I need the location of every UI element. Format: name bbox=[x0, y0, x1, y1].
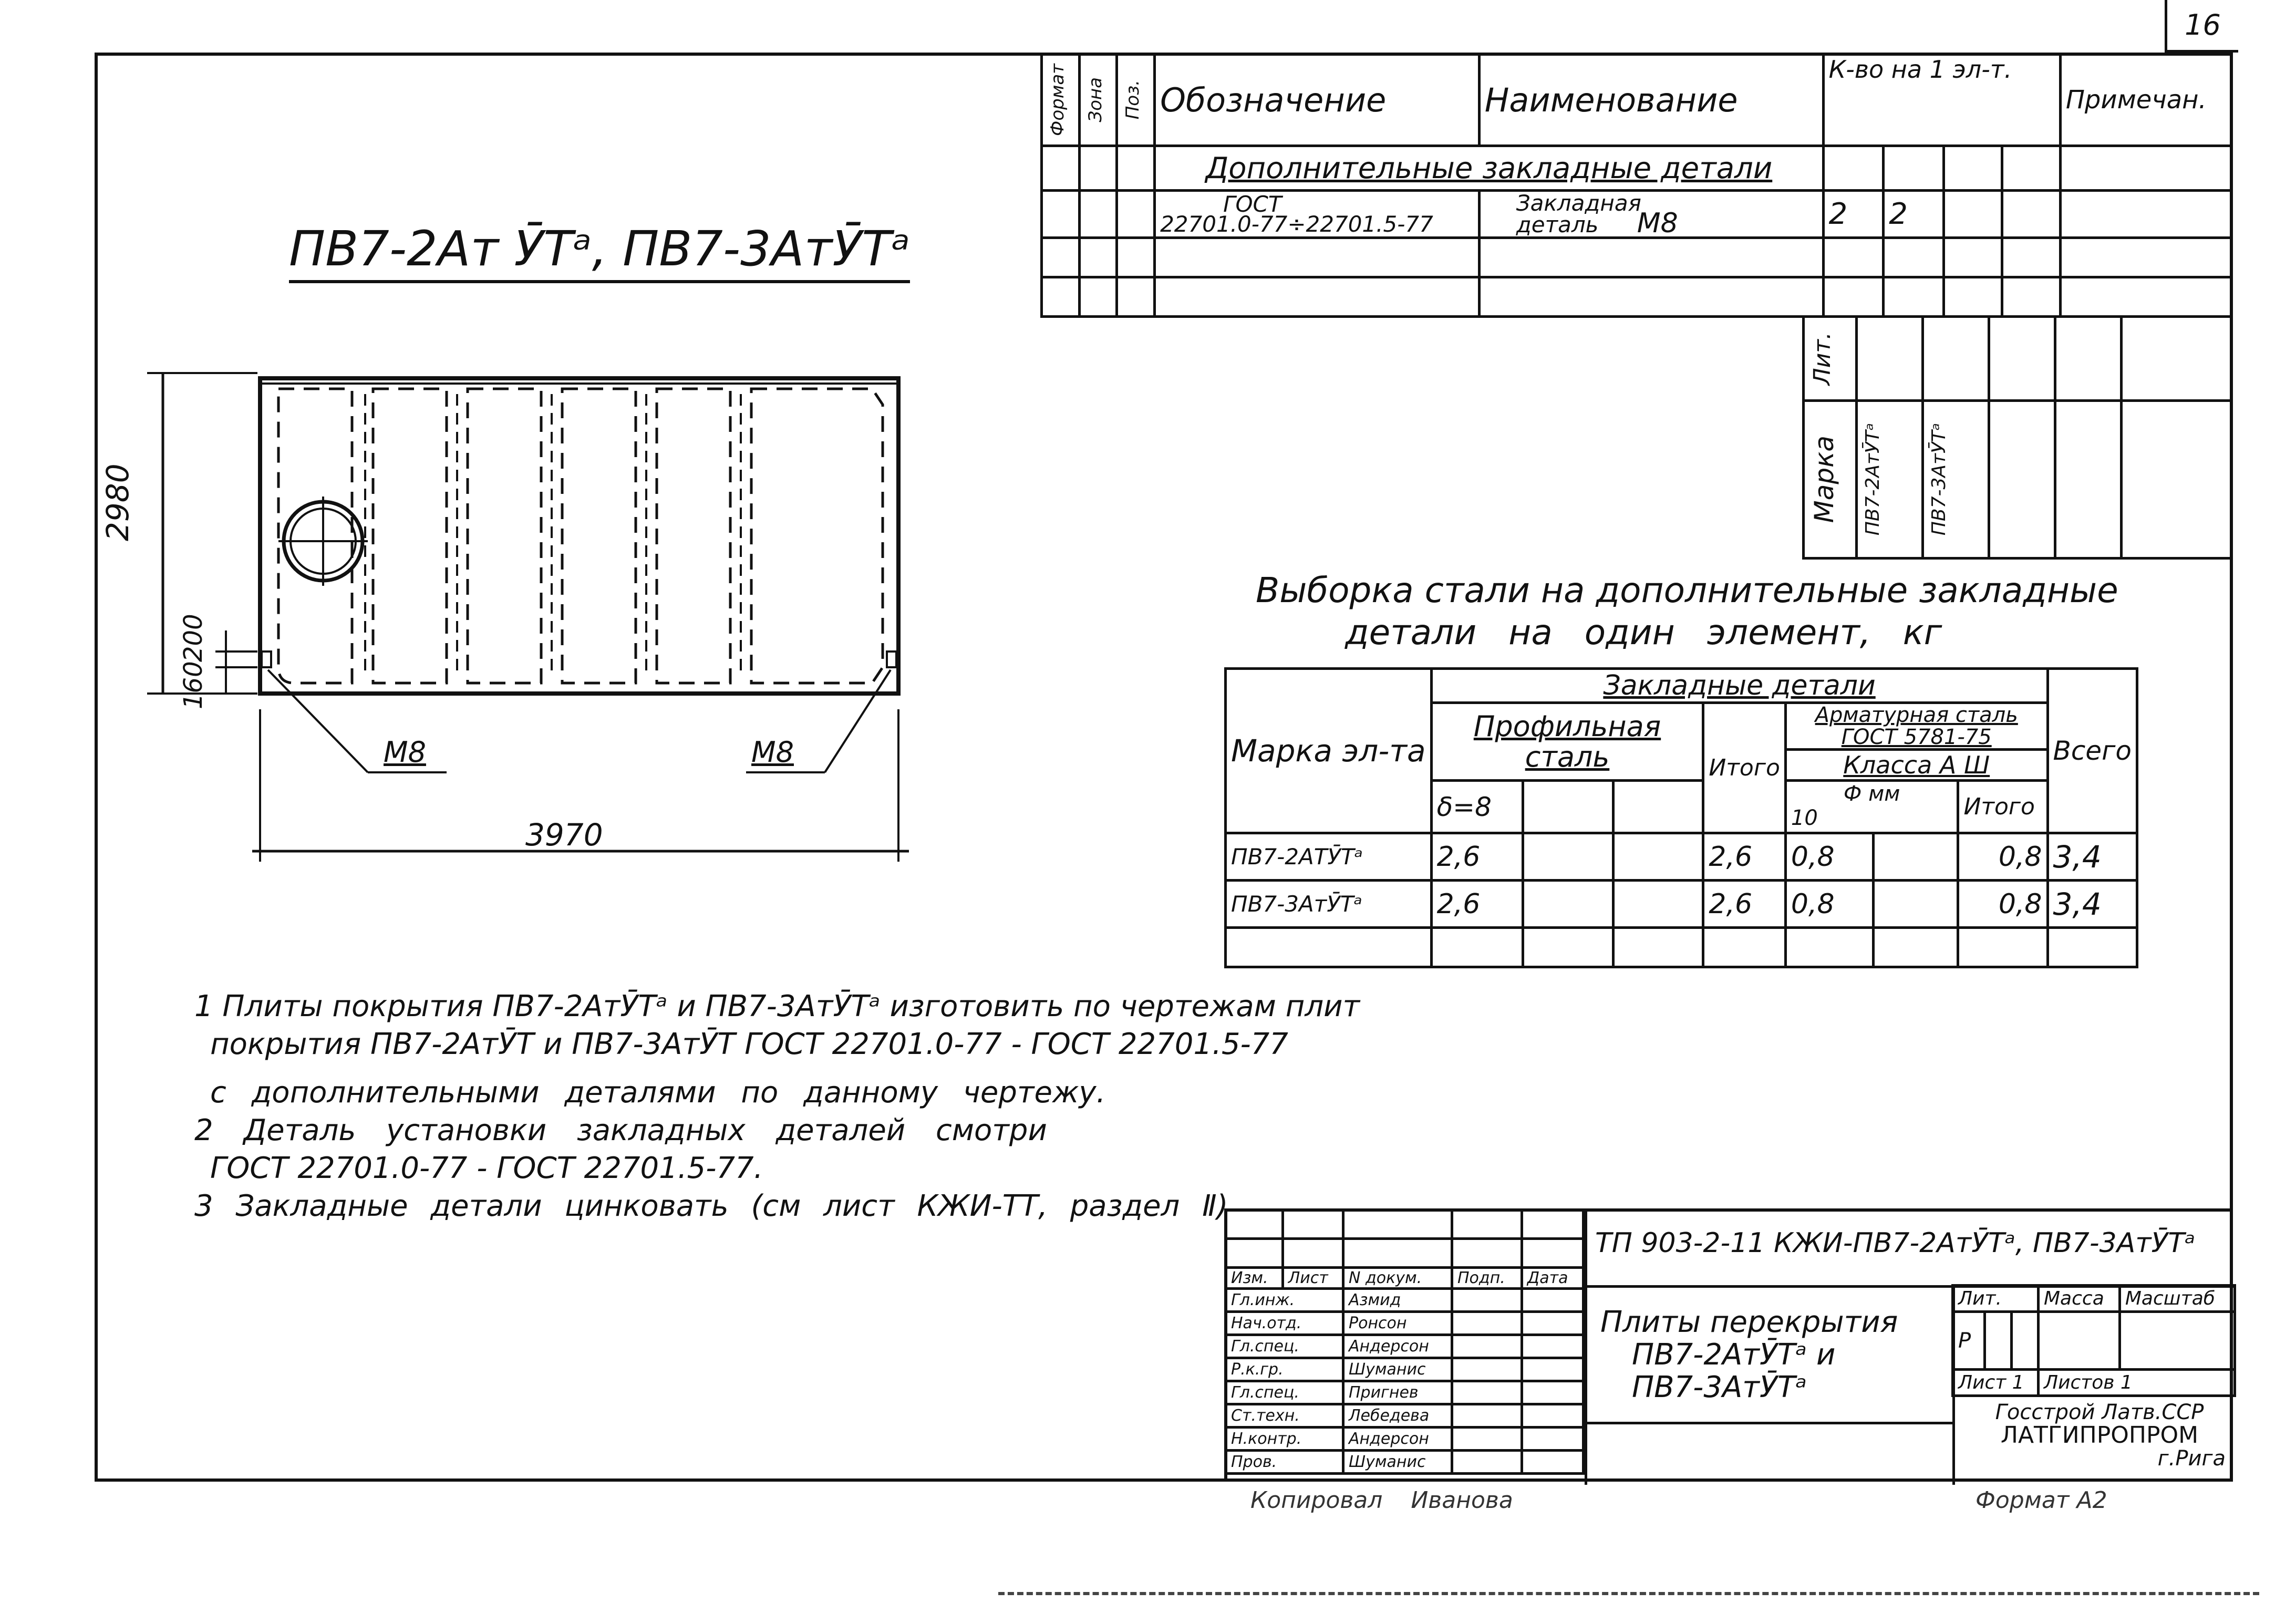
steel-row-marka: ПВ7-3АтӮТᵃ bbox=[1226, 881, 1432, 928]
callout-m8-left: М8 bbox=[384, 736, 426, 769]
steel-h-embedded: Закладные детали bbox=[1431, 669, 2047, 703]
steel-row-vsego: 3,4 bbox=[2047, 833, 2137, 881]
col-designation: Обозначение bbox=[1155, 54, 1480, 146]
steel-caption-line1: Выборка стали на дополнительные закладные bbox=[1256, 570, 2118, 611]
tb-sheet: Лист 1 bbox=[1953, 1370, 2039, 1396]
tb-person: Ронсон bbox=[1343, 1312, 1452, 1335]
steel-row-itogo2: 0,8 bbox=[1958, 881, 2047, 928]
tb-col-sign: Подп. bbox=[1452, 1268, 1522, 1289]
steel-row-d10: 0,8 bbox=[1785, 881, 1873, 928]
spec-qty-2: 2 bbox=[1884, 191, 1944, 238]
col-format: Формат bbox=[1047, 64, 1068, 136]
tb-name: Плиты перекрытия ПВ7-2АтӮТᵃ и ПВ7-3АтӮТᵃ bbox=[1600, 1305, 1898, 1404]
title-signatures-table bbox=[1224, 1208, 1585, 1475]
spec-row-name: Закладная деталь М8 bbox=[1479, 191, 1823, 238]
spec-qty-1: 2 bbox=[1823, 191, 1884, 238]
note-line: ГОСТ 22701.0-77 - ГОСТ 22701.5-77. bbox=[210, 1151, 763, 1185]
tb-role: Нач.отд. bbox=[1226, 1312, 1343, 1335]
steel-row-marka: ПВ7-2АТӮТᵃ bbox=[1226, 833, 1432, 881]
tb-person: Азмид bbox=[1343, 1289, 1452, 1312]
tb-lit-value: Р bbox=[1953, 1312, 1985, 1370]
steel-h-d10: 10 bbox=[1791, 806, 1818, 830]
marka-2: ПВ7-3АтӮТᵃ bbox=[1928, 423, 1950, 536]
steel-row-delta: 2,6 bbox=[1431, 881, 1523, 928]
marka-table bbox=[1802, 315, 2233, 560]
steel-row bbox=[1226, 881, 2137, 928]
steel-row-vsego: 3,4 bbox=[2047, 881, 2137, 928]
tb-sheets: Листов 1 bbox=[2039, 1370, 2235, 1396]
tb-col-list: Лист bbox=[1283, 1268, 1343, 1289]
tb-person: Шуманис bbox=[1343, 1451, 1452, 1474]
tb-person: Андерсон bbox=[1343, 1335, 1452, 1358]
note-line: 3 Закладные детали цинковать (см лист КЖИ-ТТ, раздел Ⅱ) bbox=[194, 1189, 1228, 1223]
steel-h-rebar: Арматурная сталь ГОСТ 5781-75 bbox=[1785, 703, 2047, 750]
tb-person: Шуманис bbox=[1343, 1358, 1452, 1381]
tb-role: Гл.спец. bbox=[1226, 1381, 1343, 1404]
steel-row-itogo2: 0,8 bbox=[1958, 833, 2047, 881]
steel-h-marka: Марка эл-та bbox=[1226, 669, 1432, 833]
dim-height: 2980 bbox=[100, 463, 136, 541]
steel-h-vsego: Всего bbox=[2047, 669, 2137, 833]
spec-section: Дополнительные закладные детали bbox=[1155, 146, 1824, 191]
kopiroval: Копировал Иванова bbox=[1250, 1487, 1513, 1514]
dim-small-b: 200 bbox=[179, 614, 208, 662]
plate-plan-drawing bbox=[121, 347, 961, 888]
sheet-number: 16 bbox=[2165, 0, 2238, 53]
col-pos: Поз. bbox=[1122, 80, 1144, 120]
steel-row-delta: 2,6 bbox=[1431, 833, 1523, 881]
drawing-title: ПВ7-2Ат ӮТᵃ, ПВ7-3АтӮТᵃ bbox=[289, 221, 910, 283]
tb-role: Р.к.гр. bbox=[1226, 1358, 1343, 1381]
spec-row-designation: ГОСТ 22701.0-77÷22701.5-77 bbox=[1155, 191, 1480, 238]
bottom-dash-line bbox=[998, 1592, 2259, 1595]
tb-divider bbox=[1585, 1422, 1952, 1424]
tb-col-lit: Лит. bbox=[1953, 1286, 2039, 1312]
note-line: 2 Деталь установки закладных деталей смотри bbox=[194, 1113, 1047, 1147]
tb-role: Н.контр. bbox=[1226, 1428, 1343, 1451]
col-note: Примечан. bbox=[2060, 54, 2231, 146]
callout-m8-right: М8 bbox=[751, 736, 794, 769]
col-qty: К-во на 1 эл-т. bbox=[1823, 54, 2060, 146]
tb-org: Госстрой Латв.ССР ЛАТГИПРОПРОМ г.Рига bbox=[1995, 1400, 2226, 1471]
note-line: 1 Плиты покрытия ПВ7-2АтӮТᵃ и ПВ7-3АтӮТᵃ изготовить по чертежам плит bbox=[194, 989, 1360, 1023]
col-name: Наименование bbox=[1479, 54, 1823, 146]
col-zone: Зона bbox=[1084, 77, 1106, 122]
tb-col-date: Дата bbox=[1522, 1268, 1583, 1289]
tb-person: Андерсон bbox=[1343, 1428, 1452, 1451]
steel-caption-line2: детали на один элемент, кг bbox=[1345, 612, 1942, 653]
steel-h-profile: Профильная сталь bbox=[1431, 703, 1703, 781]
notes bbox=[194, 988, 1360, 1225]
steel-h-delta: δ=8 bbox=[1431, 781, 1523, 833]
marka-1: ПВ7-2АтӮТᵃ bbox=[1862, 423, 1884, 536]
label-marka: Марка bbox=[1809, 436, 1839, 523]
tb-col-mass: Масса bbox=[2039, 1286, 2120, 1312]
steel-h-itogo2: Итого bbox=[1958, 781, 2047, 833]
note-line: покрытия ПВ7-2АтӮТ и ПВ7-3АтӮТ ГОСТ 22701.0-77 - ГОСТ 22701.5-77 bbox=[210, 1027, 1288, 1061]
title-block bbox=[1224, 1208, 2233, 1482]
specification-table bbox=[1040, 53, 2233, 318]
format-label: Формат А2 bbox=[1976, 1487, 2107, 1514]
tb-col-scale: Масштаб bbox=[2119, 1286, 2235, 1312]
tb-lit-table bbox=[1951, 1284, 2236, 1397]
tb-divider bbox=[1585, 1212, 1587, 1485]
tb-col-izm: Изм. bbox=[1226, 1268, 1283, 1289]
tb-role: Гл.инж. bbox=[1226, 1289, 1343, 1312]
tb-role: Пров. bbox=[1226, 1451, 1343, 1474]
tb-role: Ст.техн. bbox=[1226, 1404, 1343, 1428]
tb-person: Лебедева bbox=[1343, 1404, 1452, 1428]
tb-role: Гл.спец. bbox=[1226, 1335, 1343, 1358]
tb-col-doc: N докум. bbox=[1343, 1268, 1452, 1289]
dim-width: 3970 bbox=[525, 817, 603, 853]
steel-row-itogo: 2,6 bbox=[1703, 833, 1786, 881]
steel-row bbox=[1226, 833, 2137, 881]
tb-code: ТП 903-2-11 КЖИ-ПВ7-2АтӮТᵃ, ПВ7-3АтӮТᵃ bbox=[1595, 1227, 2196, 1259]
steel-h-itogo: Итого bbox=[1703, 703, 1786, 833]
note-line: с дополнительными деталями по данному чертежу. bbox=[210, 1076, 1106, 1110]
dim-small-a: 160 bbox=[179, 661, 208, 709]
label-lit: Лит. bbox=[1809, 332, 1836, 386]
tb-person: Пригнев bbox=[1343, 1381, 1452, 1404]
steel-table bbox=[1224, 667, 2138, 968]
steel-h-class: Класса А Ш bbox=[1785, 750, 2047, 781]
steel-h-diam: Ф мм 10 bbox=[1785, 781, 1958, 833]
steel-row-d10: 0,8 bbox=[1785, 833, 1873, 881]
steel-row-itogo: 2,6 bbox=[1703, 881, 1786, 928]
